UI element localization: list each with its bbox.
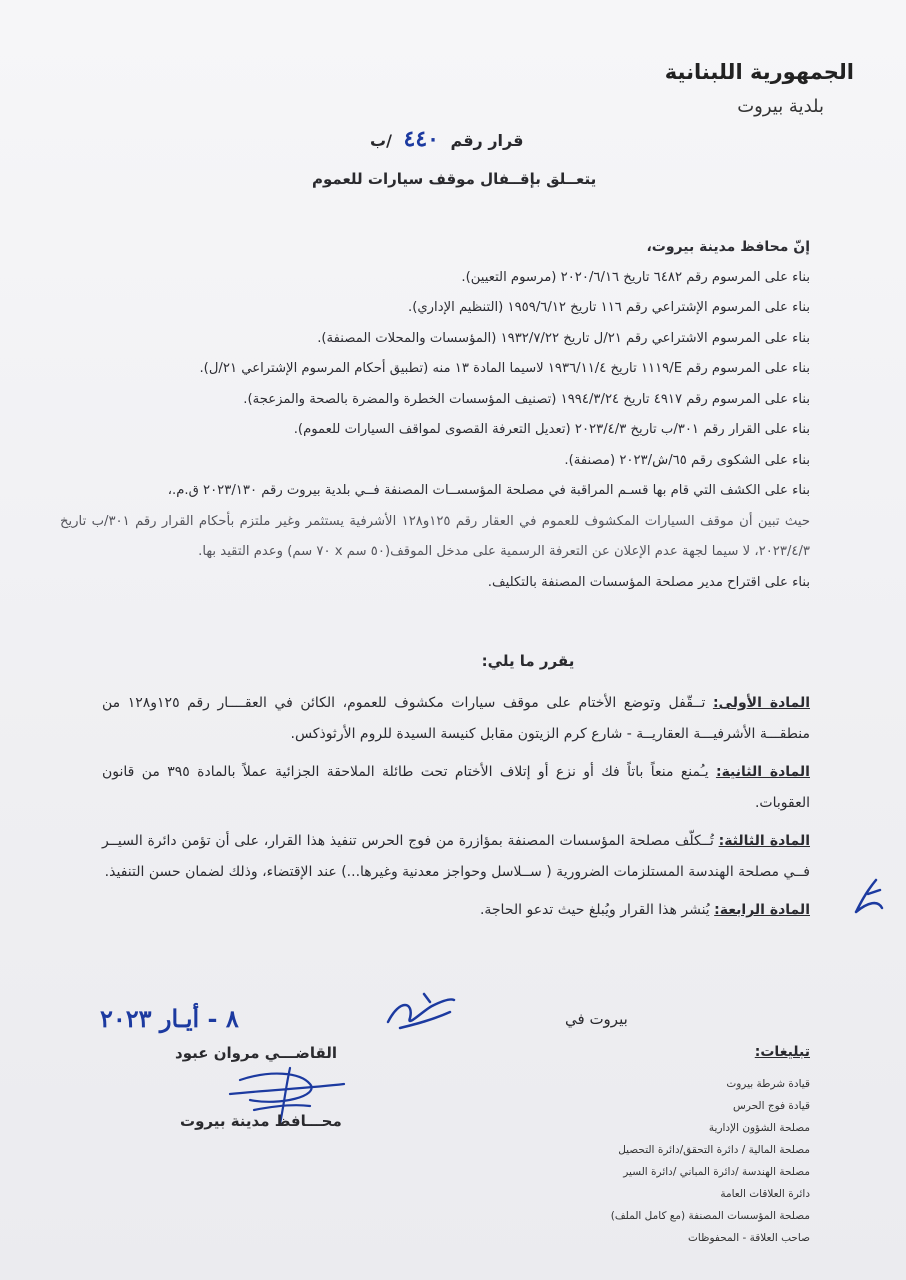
- preamble-clause: بناء على المرسوم رقم ٦٤٨٢ تاريخ ٢٠٢٠/٦/١٦ (مرسوم التعيين).: [461, 269, 810, 285]
- decides-heading: يقرر ما يلي:: [481, 652, 575, 670]
- margin-initials: [848, 872, 888, 922]
- notification-item: دائرة العلاقات العامة: [720, 1188, 810, 1200]
- signature-place: بيروت في: [565, 1010, 628, 1028]
- article-text: تُــكلّف مصلحة المؤسسات المصنفة بمؤازرة من فوج الحرس تنفيذ هذا القرار، على أن تؤمن دائرة السيــر فــي مصلحة الهندسة المستلزمات الضرورية ( ســلاسل وحواجز معدنية وغيرها...) عند الإقتضاء، وذلك لضمان حسن التنفيذ.: [102, 833, 810, 880]
- governor-title: محـــافظ مدينة بيروت: [180, 1112, 342, 1130]
- preamble-clause: بناء على المرسوم رقم ٤٩١٧ تاريخ ١٩٩٤/٣/٢٤ (تصنيف المؤسسات الخطرة والمضرة بالصحة والمزعجة).: [243, 391, 810, 407]
- preamble-clause: بناء على الكشف التي قام بها قسـم المراقبة في مصلحة المؤسســات المصنفة فــي بلدية بيروت رقم ٢٠٢٣/١٣٠ ق.م.،: [167, 483, 810, 498]
- notification-item: مصلحة الشؤون الإدارية: [708, 1122, 810, 1134]
- article-2: [102, 757, 810, 818]
- decision-suffix: /ب: [370, 131, 392, 150]
- article-1: [102, 688, 810, 749]
- republic-heading: الجمهورية اللبنانية: [664, 60, 854, 84]
- article-text: يـُمنع منعاً باتاً فك أو نزع أو إتلاف الأختام تحت طائلة الملاحقة الجزائية عملاً بالمادة ٣٩٥ من قانون العقوبات.: [102, 764, 810, 811]
- notification-item: مصلحة الهندسة /دائرة المباني /دائرة السير: [623, 1166, 810, 1178]
- articles: [102, 688, 810, 934]
- preamble-clause: بناء على المرسوم رقم E/١١١٩ تاريخ ١٩٣٦/١١/٤ لاسيما المادة ١٣ منه (تطبيق أحكام المرسوم الإشتراعي ٢١/ل).: [199, 361, 810, 376]
- article-label: المادة الثانية:: [715, 764, 810, 780]
- notifications-title: تبليغات:: [754, 1044, 810, 1060]
- preamble-whereas: حيث تبين أن موقف السيارات المكشوف للعموم في العقار رقم ١٢٥و١٢٨ الأشرفية يستثمر وغير ملتزم بأحكام القرار رقم ٣٠١/ب تاريخ ٢٠٢٣/٤/٣، لا سيما لجهة عدم الإعلان عن التعرفة الرسمية على مدخل الموقف(٥٠ سم x ٧٠ سم) وعدم التقيد بها.: [60, 513, 810, 559]
- decision-number: [370, 126, 523, 152]
- preamble-proposal: بناء على اقتراح مدير مصلحة المؤسسات المصنفة بالتكليف.: [487, 574, 810, 590]
- notification-item: مصلحة المالية / دائرة التحقق/دائرة التحصيل: [618, 1144, 810, 1156]
- preamble: [60, 232, 810, 598]
- article-label: المادة الثالثة:: [718, 833, 810, 849]
- decision-number-handwritten: ٤٤٠: [403, 126, 439, 152]
- article-4: [102, 895, 810, 926]
- article-text: يُنشر هذا القرار ويُبلغ حيث تدعو الحاجة.: [479, 902, 715, 918]
- notification-item: مصلحة المؤسسات المصنفة (مع كامل الملف): [610, 1210, 810, 1222]
- notification-item: صاحب العلاقة - المحفوظات: [688, 1232, 810, 1244]
- notifications-list: [611, 1073, 810, 1249]
- notification-item: قيادة شرطة بيروت: [726, 1078, 810, 1090]
- preamble-clause: بناء على الشكوى رقم ٦٥/ش/٢٠٢٣ (مصنفة).: [564, 452, 810, 468]
- judge-name: القاضـــي مروان عبود: [175, 1044, 338, 1062]
- article-text: تــقّفل وتوضع الأختام على موقف سيارات مكشوف للعموم، الكائن في العقــــار رقم ١٢٥و١٢٨ من منطقـــة الأشرفيـــة العقاريــة - شارع كرم الزيتون مقابل كنيسة السيدة للروم الأرثوذكس.: [102, 695, 810, 742]
- decision-subject: يتعــلق بإقــفال موقف سيارات للعموم: [312, 170, 597, 188]
- preamble-opening: إنّ محافظ مدينة بيروت،: [646, 239, 810, 255]
- decision-label: قرار رقم: [450, 131, 524, 150]
- preamble-clause: بناء على المرسوم الاشتراعي رقم ٢١/ل تاريخ ١٩٣٢/٧/٢٢ (المؤسسات والمحلات المصنفة).: [317, 330, 810, 346]
- signature-date-handwritten: ٨ - أيـار ٢٠٢٣: [100, 1004, 239, 1033]
- notification-item: قيادة فوج الحرس: [733, 1100, 810, 1112]
- governor-initials: [380, 988, 460, 1038]
- article-label: المادة الرابعة:: [714, 902, 810, 918]
- preamble-clause: بناء على القرار رقم ٣٠١/ب تاريخ ٢٠٢٣/٤/٣ (تعديل التعرفة القصوى لمواقف السيارات للعموم).: [293, 422, 810, 437]
- article-3: [102, 826, 810, 887]
- article-label: المادة الأولى:: [712, 695, 810, 711]
- preamble-clause: بناء على المرسوم الإشتراعي رقم ١١٦ تاريخ ١٩٥٩/٦/١٢ (التنظيم الإداري).: [408, 300, 810, 315]
- municipality-heading: بلدية بيروت: [737, 96, 824, 117]
